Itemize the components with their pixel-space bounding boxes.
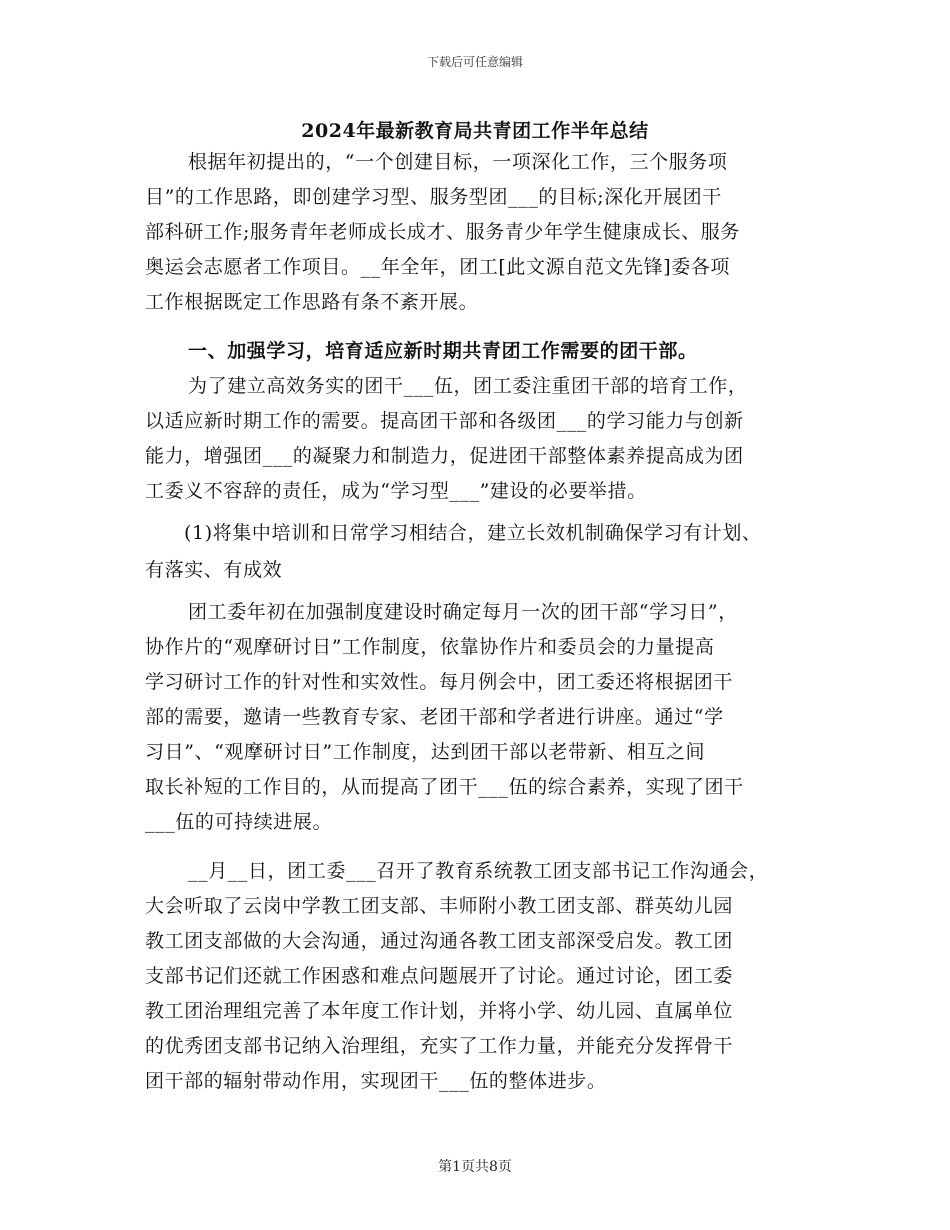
section-heading: 一、加强学习，培育适应新时期共青团工作需要的团干部。 [188,340,698,362]
paragraph-line: 教工团治理组完善了本年度工作计划，并将小学、幼儿园、直属单位 [145,1000,734,1022]
paragraph-line: 根据年初提出的，“一个创建目标，一项深化工作，三个服务项 [188,151,728,173]
subheading-line: 有落实、有成效 [145,559,283,581]
paragraph-line: 大会听取了云岗中学教工团支部、丰师附小教工团支部、群英幼儿园 [145,895,734,917]
paragraph-line: 工作根据既定工作思路有条不紊开展。 [145,291,479,313]
subheading-line: (1)将集中培训和日常学习相结合，建立长效机制确保学习有计划、 [184,522,762,544]
paragraph-line: __月__日，团工委___召开了教育系统教工团支部书记工作沟通会， [188,860,769,882]
paragraph-line: 教工团支部做的大会沟通，通过沟通各教工团支部深受启发。教工团 [145,930,734,952]
paragraph-line: 的优秀团支部书记纳入治理组，充实了工作力量，并能充分发挥骨干 [145,1035,734,1057]
paragraph-line: 取长补短的工作目的，从而提高了团干___伍的综合素养，实现了团干 [145,776,744,798]
paragraph-line: 部科研工作;服务青年老师成长成才、服务青少年学生健康成长、服务 [145,221,741,243]
page-number: 第1页共8页 [438,1159,512,1175]
document-title: 2024年最新教育局共青团工作半年总结 [301,120,649,142]
paragraph-line: 习日”、“观摩研讨日”工作制度，达到团干部以老带新、相互之间 [145,741,706,763]
paragraph-line: 工委义不容辞的责任，成为“学习型___”建设的必要举措。 [145,480,647,502]
paragraph-line: 为了建立高效务实的团干___伍，团工委注重团干部的培育工作， [188,375,748,397]
paragraph-line: 奥运会志愿者工作项目。__年全年，团工[此文源自范文先锋]委各项 [145,256,731,278]
paragraph-line: 学习研讨工作的针对性和实效性。每月例会中，团工委还将根据团干 [145,671,734,693]
paragraph-line: ___伍的可持续进展。 [145,811,333,833]
paragraph-line: 能力，增强团___的凝聚力和制造力，促进团干部整体素养提高成为团 [145,445,744,467]
paragraph-line: 团干部的辐射带动作用，实现团干___伍的整体进步。 [145,1070,607,1092]
header-note: 下载后可任意编辑 [426,55,523,69]
paragraph-line: 目”的工作思路，即创建学习型、服务型团___的目标;深化开展团干 [145,186,722,208]
paragraph-line: 支部书记们还就工作困惑和难点问题展开了讨论。通过讨论，团工委 [145,965,734,987]
paragraph-line: 部的需要，邀请一些教育专家、老团干部和学者进行讲座。通过“学 [145,706,724,728]
paragraph-line: 协作片的“观摩研讨日”工作制度，依靠协作片和委员会的力量提高 [145,636,715,658]
paragraph-line: 以适应新时期工作的需要。提高团干部和各级团___的学习能力与创新 [145,410,744,432]
paragraph-line: 团工委年初在加强制度建设时确定每月一次的团干部“学习日”， [188,601,738,623]
